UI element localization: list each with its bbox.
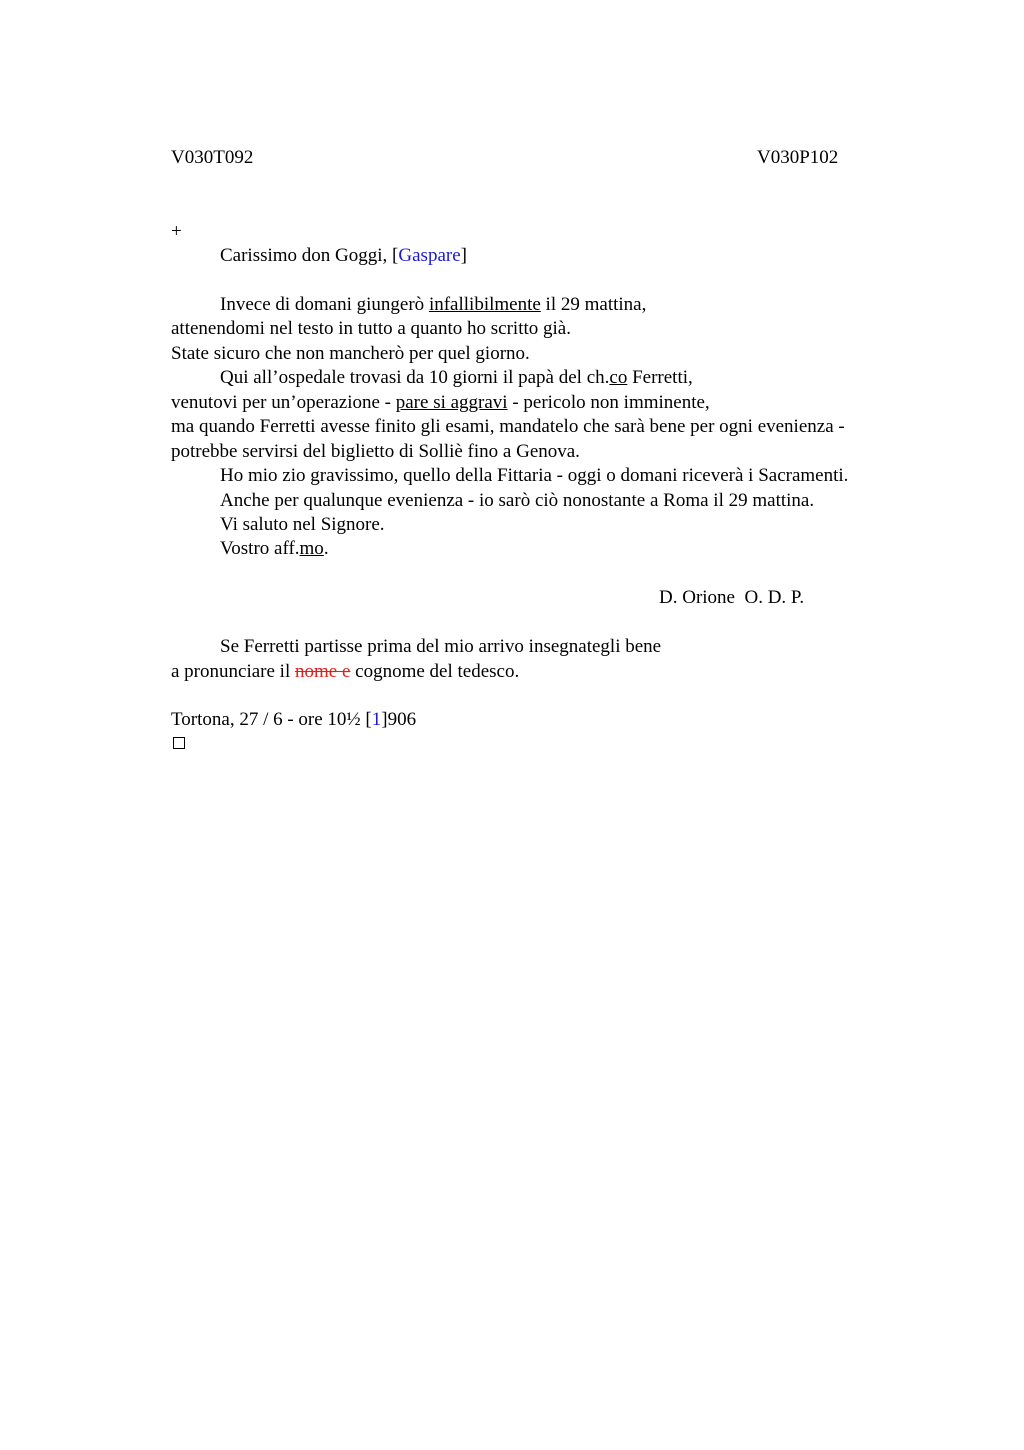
signature: D. Orione O. D. P. — [659, 587, 805, 608]
editor-digit: 1 — [371, 709, 382, 730]
paragraph-2-line-2 — [171, 392, 710, 414]
paragraph-3: Ho mio zio gravissimo, quello della Fittaria - oggi o domani riceverà i Sacramenti. — [220, 465, 849, 486]
text-run: cognome del tedesco. — [350, 661, 520, 682]
dateline — [171, 709, 416, 731]
salutation-close-bracket: ] — [460, 245, 467, 266]
postscript-line-1: Se Ferretti partisse prima del mio arrivo insegnategli bene — [220, 636, 662, 657]
text-run: Qui all’ospedale trovasi da 10 giorni il papà del ch. — [220, 367, 610, 388]
paragraph-2-line-1 — [220, 367, 693, 389]
deleted-text: nome e — [294, 661, 351, 682]
paragraph-1-line-2: attenendomi nel testo in tutto a quanto ho scritto già. — [171, 318, 571, 339]
paragraph-4: Anche per qualunque evenienza - io sarò ciò nonostante a Roma il 29 mattina. — [220, 490, 815, 511]
paragraph-5: Vi saluto nel Signore. — [220, 514, 385, 535]
dateline-text: Tortona, 27 / 6 - ore 10½ [ — [171, 709, 372, 730]
cross-symbol: + — [171, 221, 182, 242]
paragraph-1-line-1 — [220, 294, 646, 316]
text-run: Ferretti, — [627, 367, 693, 388]
text-run: il 29 mattina, — [540, 294, 647, 315]
closing-period: . — [323, 538, 329, 559]
editor-name: Gaspare — [398, 245, 461, 266]
header-left-code: V030T092 — [171, 147, 254, 168]
closing-text: Vostro aff. — [220, 538, 300, 559]
paragraph-2-line-4: potrebbe servirsi del biglietto di Solliè fino a Genova. — [171, 441, 580, 462]
paragraph-2-line-3: ma quando Ferretti avesse finito gli esami, mandatelo che sarà bene per ogni evenienza - — [171, 416, 845, 437]
underlined-abbreviation: co — [609, 367, 628, 388]
postscript-line-2 — [171, 661, 519, 683]
header-right-code: V030P102 — [757, 147, 839, 168]
underlined-phrase: pare si aggravi — [395, 392, 508, 413]
salutation-text: Carissimo don Goggi, [ — [220, 245, 399, 266]
paragraph-1-line-3: State sicuro che non mancherò per quel giorno. — [171, 343, 530, 364]
text-run: a pronunciare il — [171, 661, 295, 682]
square-icon — [173, 737, 185, 749]
text-run: venutovi per un’operazione - — [171, 392, 396, 413]
underlined-word: infallibilmente — [428, 294, 541, 315]
text-run: - pericolo non imminente, — [507, 392, 710, 413]
salutation — [220, 245, 467, 267]
closing — [220, 538, 329, 560]
underlined-abbreviation: mo — [299, 538, 324, 559]
dateline-year: ]906 — [381, 709, 417, 730]
text-run: Invece di domani giungerò — [220, 294, 429, 315]
